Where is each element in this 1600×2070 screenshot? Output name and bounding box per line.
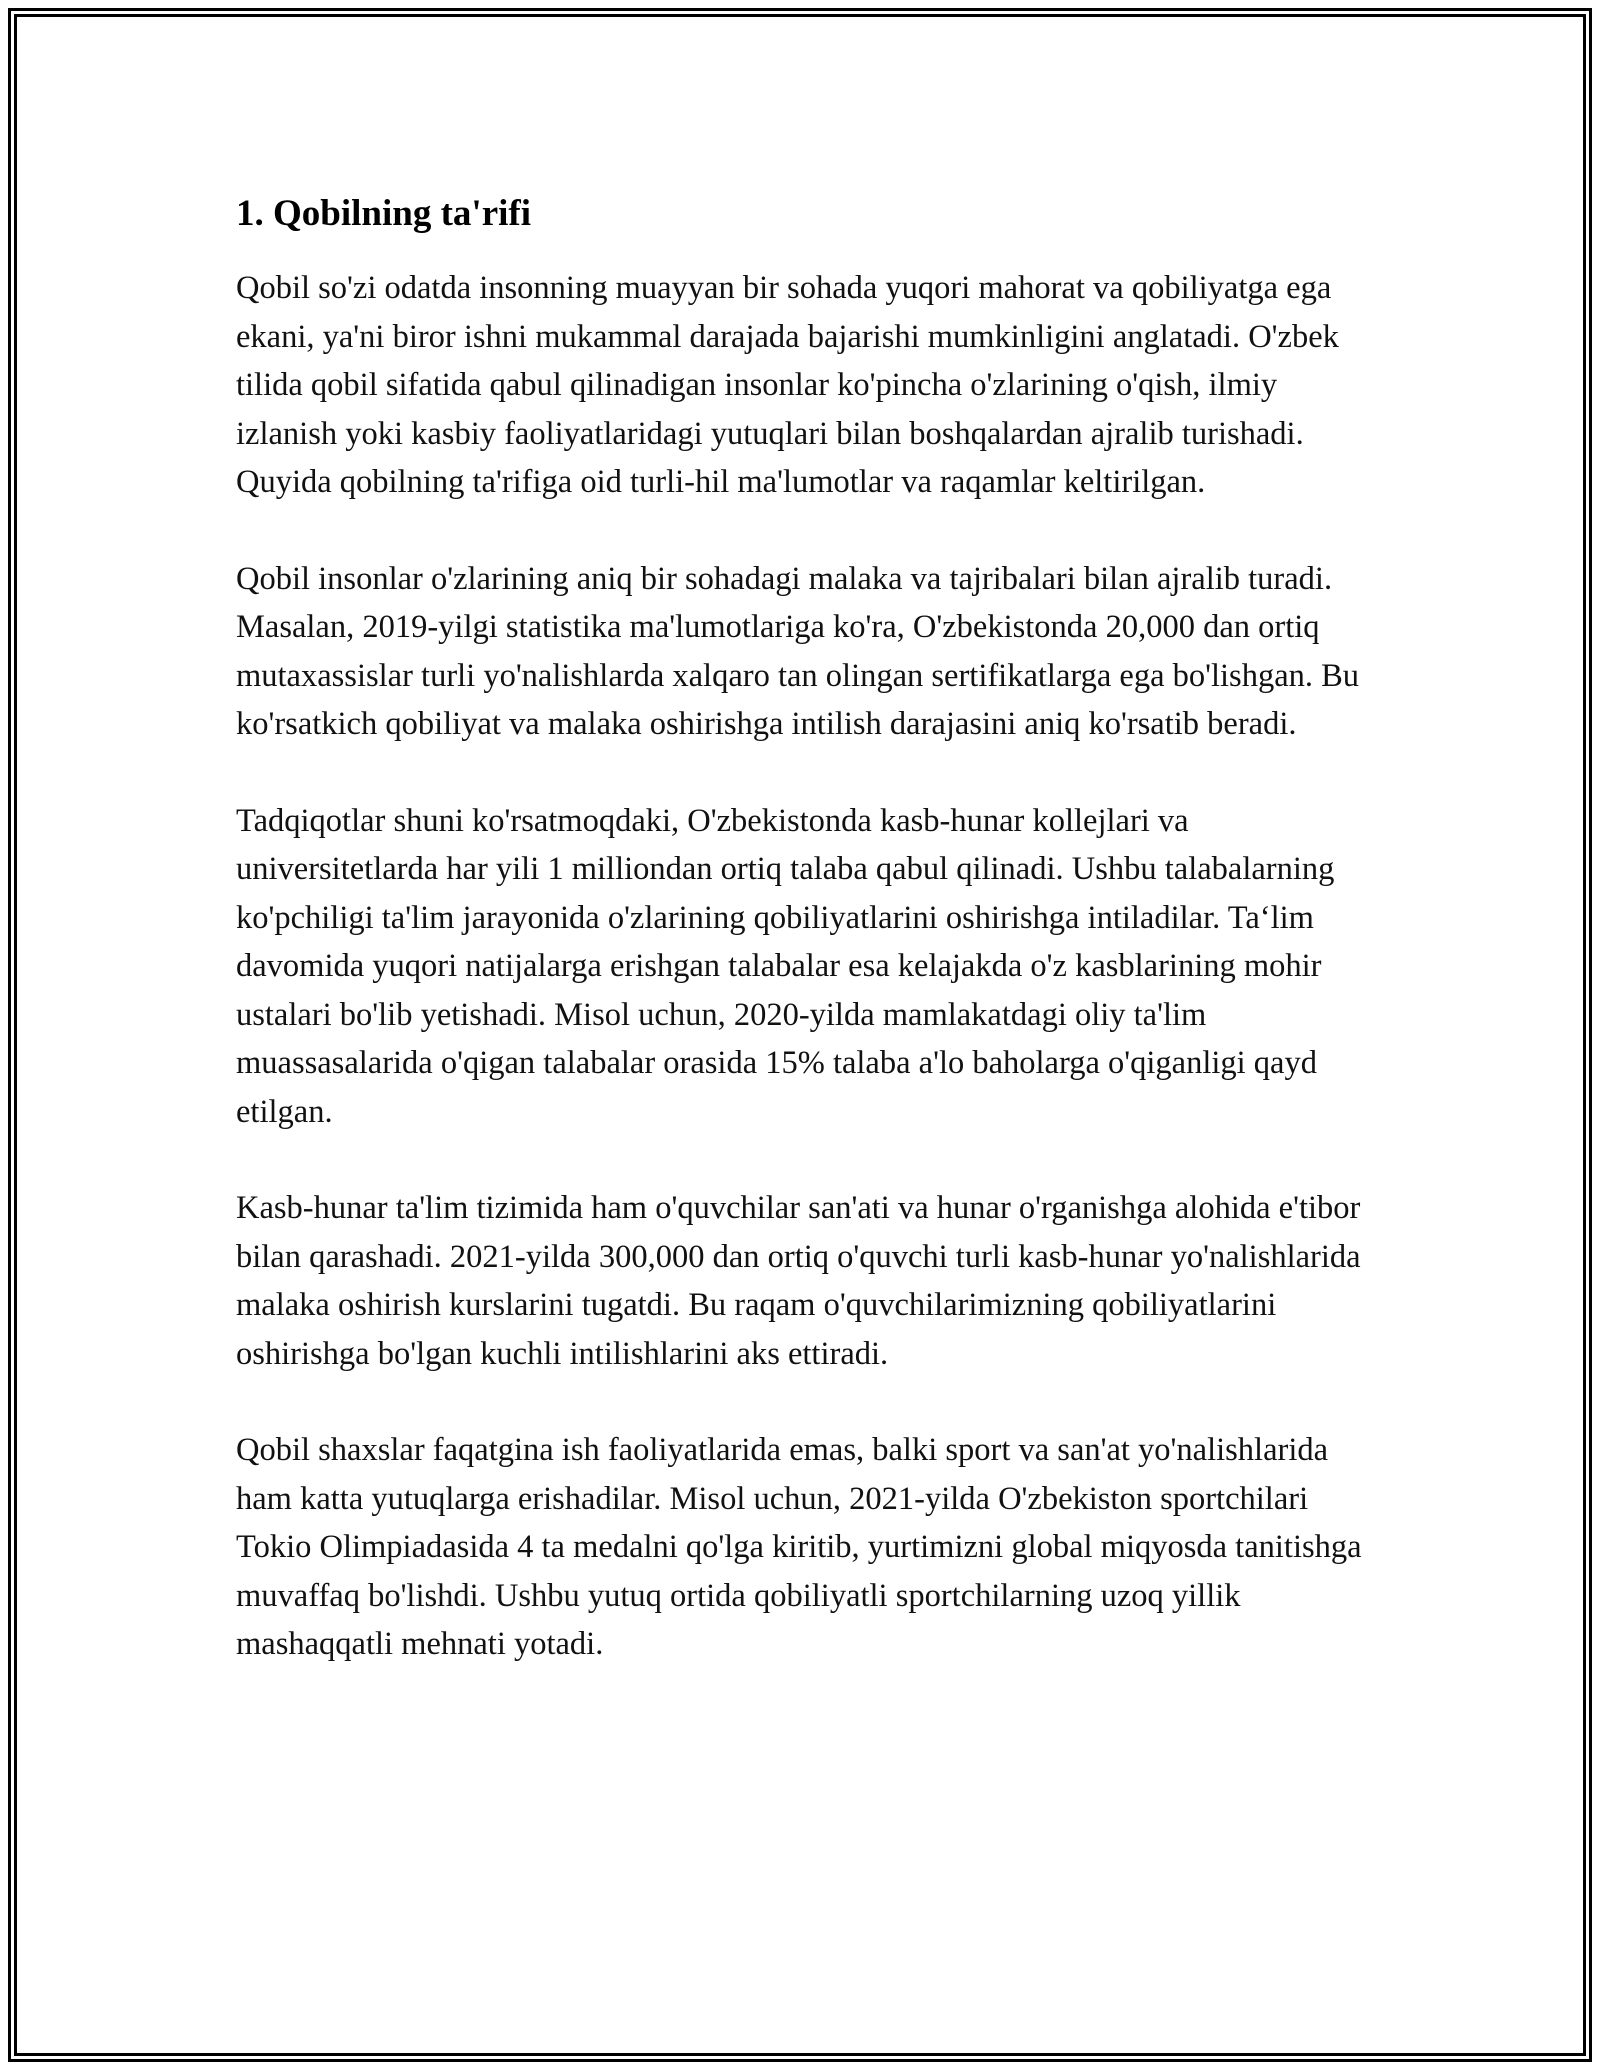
paragraph-students-research: Tadqiqotlar shuni ko'rsatmoqdaki, O'zbekistonda kasb-hunar kollejlari va universitetlarda har yili 1 milliondan ortiq talaba qabul qilinadi. Ushbu talabalarning ko'pchiligi ta'lim jarayonida o'zlarining qobiliyatlarini oshirishga intiladilar. Ta‘lim davomida yuqori natijalarga erishgan talabalar esa kelajakda o'z kasblarining mohir ustalari bo'lib yetishadi. Misol uchun, 2020-yilda mamlakatdagi oliy ta'lim muassasalarida o'qigan talabalar orasida 15% talaba a'lo baholarga o'qiganligi qayd etilgan. <box>236 802 1335 1130</box>
paragraph-definition: Qobil so'zi odatda insonning muayyan bir sohada yuqori mahorat va qobiliyatga ega ekani, ya'ni biror ishni mukammal darajada bajarishi mumkinligini anglatadi. O'zbek tilida qobil sifatida qabul qilinadigan insonlar ko'pincha o'zlarining o'qish, ilmiy izlanish yoki kasbiy faoliyatlaridagi yutuqlari bilan boshqalardan ajralib turishadi. Quyida qobilning ta'rifiga oid turli-hil ma'lumotlar va raqamlar keltirilgan. <box>236 270 1339 500</box>
paragraph-specialists-2019: Qobil insonlar o'zlarining aniq bir sohadagi malaka va tajribalari bilan ajralib turadi. Masalan, 2019-yilgi statistika ma'lumotlariga ko'ra, O'zbekistonda 20,000 dan ortiq mutaxassislar turli yo'nalishlarda xalqaro tan olingan sertifikatlarga ega bo'lishgan. Bu ko'rsatkich qobiliyat va malaka oshirishga intilish darajasini aniq ko'rsatib beradi. <box>236 560 1360 742</box>
section-heading: 1. Qobilning ta'rifi <box>236 193 532 234</box>
paragraph-sports-achievements: Qobil shaxslar faqatgina ish faoliyatlarida emas, balki sport va san'at yo'nalishlarida ham katta yutuqlarga erishadilar. Misol uchun, 2021-yilda O'zbekiston sportchilari Tokio Olimpiadasida 4 ta medalni qo'lga kiritib, yurtimizni global miqyosda tanitishga muvaffaq bo'lishdi. Ushbu yutuq ortida qobiliyatli sportchilarning uzoq yillik mashaqqatli mehnati yotadi. <box>236 1432 1362 1662</box>
document-body <box>236 186 1366 1717</box>
paragraph-vocational-training: Kasb-hunar ta'lim tizimida ham o'quvchilar san'ati va hunar o'rganishga alohida e'tibor bilan qarashadi. 2021-yilda 300,000 dan ortiq o'quvchi turli kasb-hunar yo'nalishlarida malaka oshirish kurslarini tugatdi. Bu raqam o'quvchilarimizning qobiliyatlarini oshirishga bo'lgan kuchli intilishlarini aks ettiradi. <box>236 1190 1361 1372</box>
